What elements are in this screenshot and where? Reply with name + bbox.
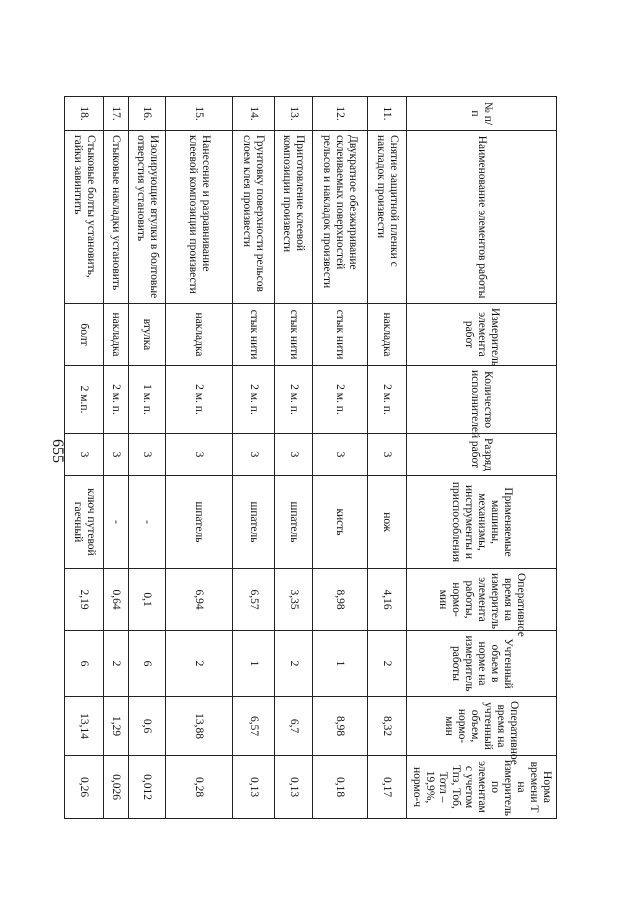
table-header-row bbox=[407, 97, 557, 819]
cell-norm: 0,13 bbox=[233, 756, 275, 819]
cell-grade: 3 bbox=[368, 434, 407, 476]
cell-unit: втулка bbox=[129, 304, 166, 366]
cell-unit: стык нити bbox=[233, 304, 275, 366]
cell-name: Стыковые накладки установить bbox=[104, 131, 129, 304]
cell-tools: шпатель bbox=[166, 476, 233, 569]
cell-tools: нож bbox=[368, 476, 407, 569]
header-workers: Количество исполнителей bbox=[407, 366, 557, 434]
table-row bbox=[313, 97, 368, 819]
cell-tools: кисть bbox=[313, 476, 368, 569]
cell-num: 16. bbox=[129, 97, 166, 131]
cell-name: Грунтовку поверхности рельсов слоем клея произвести bbox=[233, 131, 275, 304]
cell-workers: 2 м. п. bbox=[275, 366, 313, 434]
cell-op-total: 13,88 bbox=[166, 697, 233, 756]
cell-num: 14. bbox=[233, 97, 275, 131]
cell-op-total: 13,14 bbox=[65, 697, 104, 756]
cell-op-total: 6,7 bbox=[275, 697, 313, 756]
header-grade: Разряд работ bbox=[407, 434, 557, 476]
cell-unit: накладка bbox=[104, 304, 129, 366]
cell-num: 15. bbox=[166, 97, 233, 131]
cell-grade: 3 bbox=[166, 434, 233, 476]
table-row bbox=[65, 97, 104, 819]
cell-tools: шпатель bbox=[275, 476, 313, 569]
cell-volume: 2 bbox=[275, 631, 313, 697]
cell-grade: 3 bbox=[275, 434, 313, 476]
cell-op-time: 2,19 bbox=[65, 569, 104, 631]
cell-name: Изолирующие втулки в болтовые отверстия установить bbox=[129, 131, 166, 304]
cell-unit: накладка bbox=[368, 304, 407, 366]
cell-name: Нанесение и разравнивание клеевой композиции произвести bbox=[166, 131, 233, 304]
cell-norm: 0,012 bbox=[129, 756, 166, 819]
cell-op-total: 0,6 bbox=[129, 697, 166, 756]
cell-op-time: 6,57 bbox=[233, 569, 275, 631]
cell-num: 13. bbox=[275, 97, 313, 131]
cell-unit: болт bbox=[65, 304, 104, 366]
cell-grade: 3 bbox=[129, 434, 166, 476]
cell-op-total: 1,29 bbox=[104, 697, 129, 756]
cell-volume: 1 bbox=[313, 631, 368, 697]
cell-op-time: 3,35 bbox=[275, 569, 313, 631]
cell-unit: стык нити bbox=[313, 304, 368, 366]
norms-table bbox=[64, 96, 557, 819]
header-norm: Норма времени Т на измеритель по элементам с учетом Тпз, Тоб, Тотл – 19,9%, нормо-ч bbox=[407, 756, 557, 819]
cell-norm: 0,18 bbox=[313, 756, 368, 819]
cell-tools: шпатель bbox=[233, 476, 275, 569]
cell-volume: 2 bbox=[166, 631, 233, 697]
cell-op-total: 8,98 bbox=[313, 697, 368, 756]
cell-num: 17. bbox=[104, 97, 129, 131]
cell-grade: 3 bbox=[233, 434, 275, 476]
cell-op-time: 0,1 bbox=[129, 569, 166, 631]
table-row bbox=[129, 97, 166, 819]
cell-norm: 0,28 bbox=[166, 756, 233, 819]
header-tools: Применяемые машины, механизмы, инструменты и приспособления bbox=[407, 476, 557, 569]
cell-op-time: 0,64 bbox=[104, 569, 129, 631]
norms-table-container bbox=[72, 96, 557, 818]
cell-workers: 1 м. п. bbox=[129, 366, 166, 434]
cell-op-time: 6,94 bbox=[166, 569, 233, 631]
cell-volume: 2 bbox=[104, 631, 129, 697]
table-row bbox=[275, 97, 313, 819]
cell-num: 18. bbox=[65, 97, 104, 131]
cell-workers: 2 м. п. bbox=[313, 366, 368, 434]
table-row bbox=[233, 97, 275, 819]
cell-workers: 2 м. п. bbox=[104, 366, 129, 434]
cell-tools: ключ путевой гаечный bbox=[65, 476, 104, 569]
page-number: 655 bbox=[49, 439, 66, 463]
cell-tools: - bbox=[129, 476, 166, 569]
cell-unit: стык нити bbox=[275, 304, 313, 366]
cell-workers: 2 м. п. bbox=[368, 366, 407, 434]
cell-op-time: 4,16 bbox=[368, 569, 407, 631]
cell-norm: 0,17 bbox=[368, 756, 407, 819]
cell-op-total: 6,57 bbox=[233, 697, 275, 756]
header-unit: Измеритель элемента работ bbox=[407, 304, 557, 366]
cell-norm: 0,26 bbox=[65, 756, 104, 819]
header-name: Наименование элементов работы bbox=[407, 131, 557, 304]
cell-workers: 2 м.п. bbox=[65, 366, 104, 434]
table-row bbox=[104, 97, 129, 819]
table-row bbox=[368, 97, 407, 819]
cell-grade: 3 bbox=[65, 434, 104, 476]
cell-name: Двукратное обезжиривание склеиваемых поверхностей рельсов и накладок произвести bbox=[313, 131, 368, 304]
table-row bbox=[166, 97, 233, 819]
cell-tools: - bbox=[104, 476, 129, 569]
cell-norm: 0,026 bbox=[104, 756, 129, 819]
cell-norm: 0,13 bbox=[275, 756, 313, 819]
cell-name: Снятие защитной пленки с накладок произвести bbox=[368, 131, 407, 304]
cell-workers: 2 м. п. bbox=[233, 366, 275, 434]
cell-name: Приготовление клеевой композиции произвести bbox=[275, 131, 313, 304]
cell-op-total: 8,32 bbox=[368, 697, 407, 756]
cell-num: 11. bbox=[368, 97, 407, 131]
header-volume: Учтенный объем в норме на измеритель работы bbox=[407, 631, 557, 697]
cell-grade: 3 bbox=[104, 434, 129, 476]
cell-grade: 3 bbox=[313, 434, 368, 476]
cell-workers: 2 м. п. bbox=[166, 366, 233, 434]
cell-name: Стыковые болты установить, гайки завинтить bbox=[65, 131, 104, 304]
header-op-total: Оперативное время на учтенный объем, нормо-мин bbox=[407, 697, 557, 756]
cell-volume: 6 bbox=[65, 631, 104, 697]
cell-volume: 1 bbox=[233, 631, 275, 697]
cell-volume: 2 bbox=[368, 631, 407, 697]
cell-unit: накладка bbox=[166, 304, 233, 366]
cell-op-time: 8,98 bbox=[313, 569, 368, 631]
cell-num: 12. bbox=[313, 97, 368, 131]
header-op-time: Оперативное время на измеритель элемента работы, нормо-мин bbox=[407, 569, 557, 631]
cell-volume: 6 bbox=[129, 631, 166, 697]
header-num: № п/п bbox=[407, 97, 557, 131]
